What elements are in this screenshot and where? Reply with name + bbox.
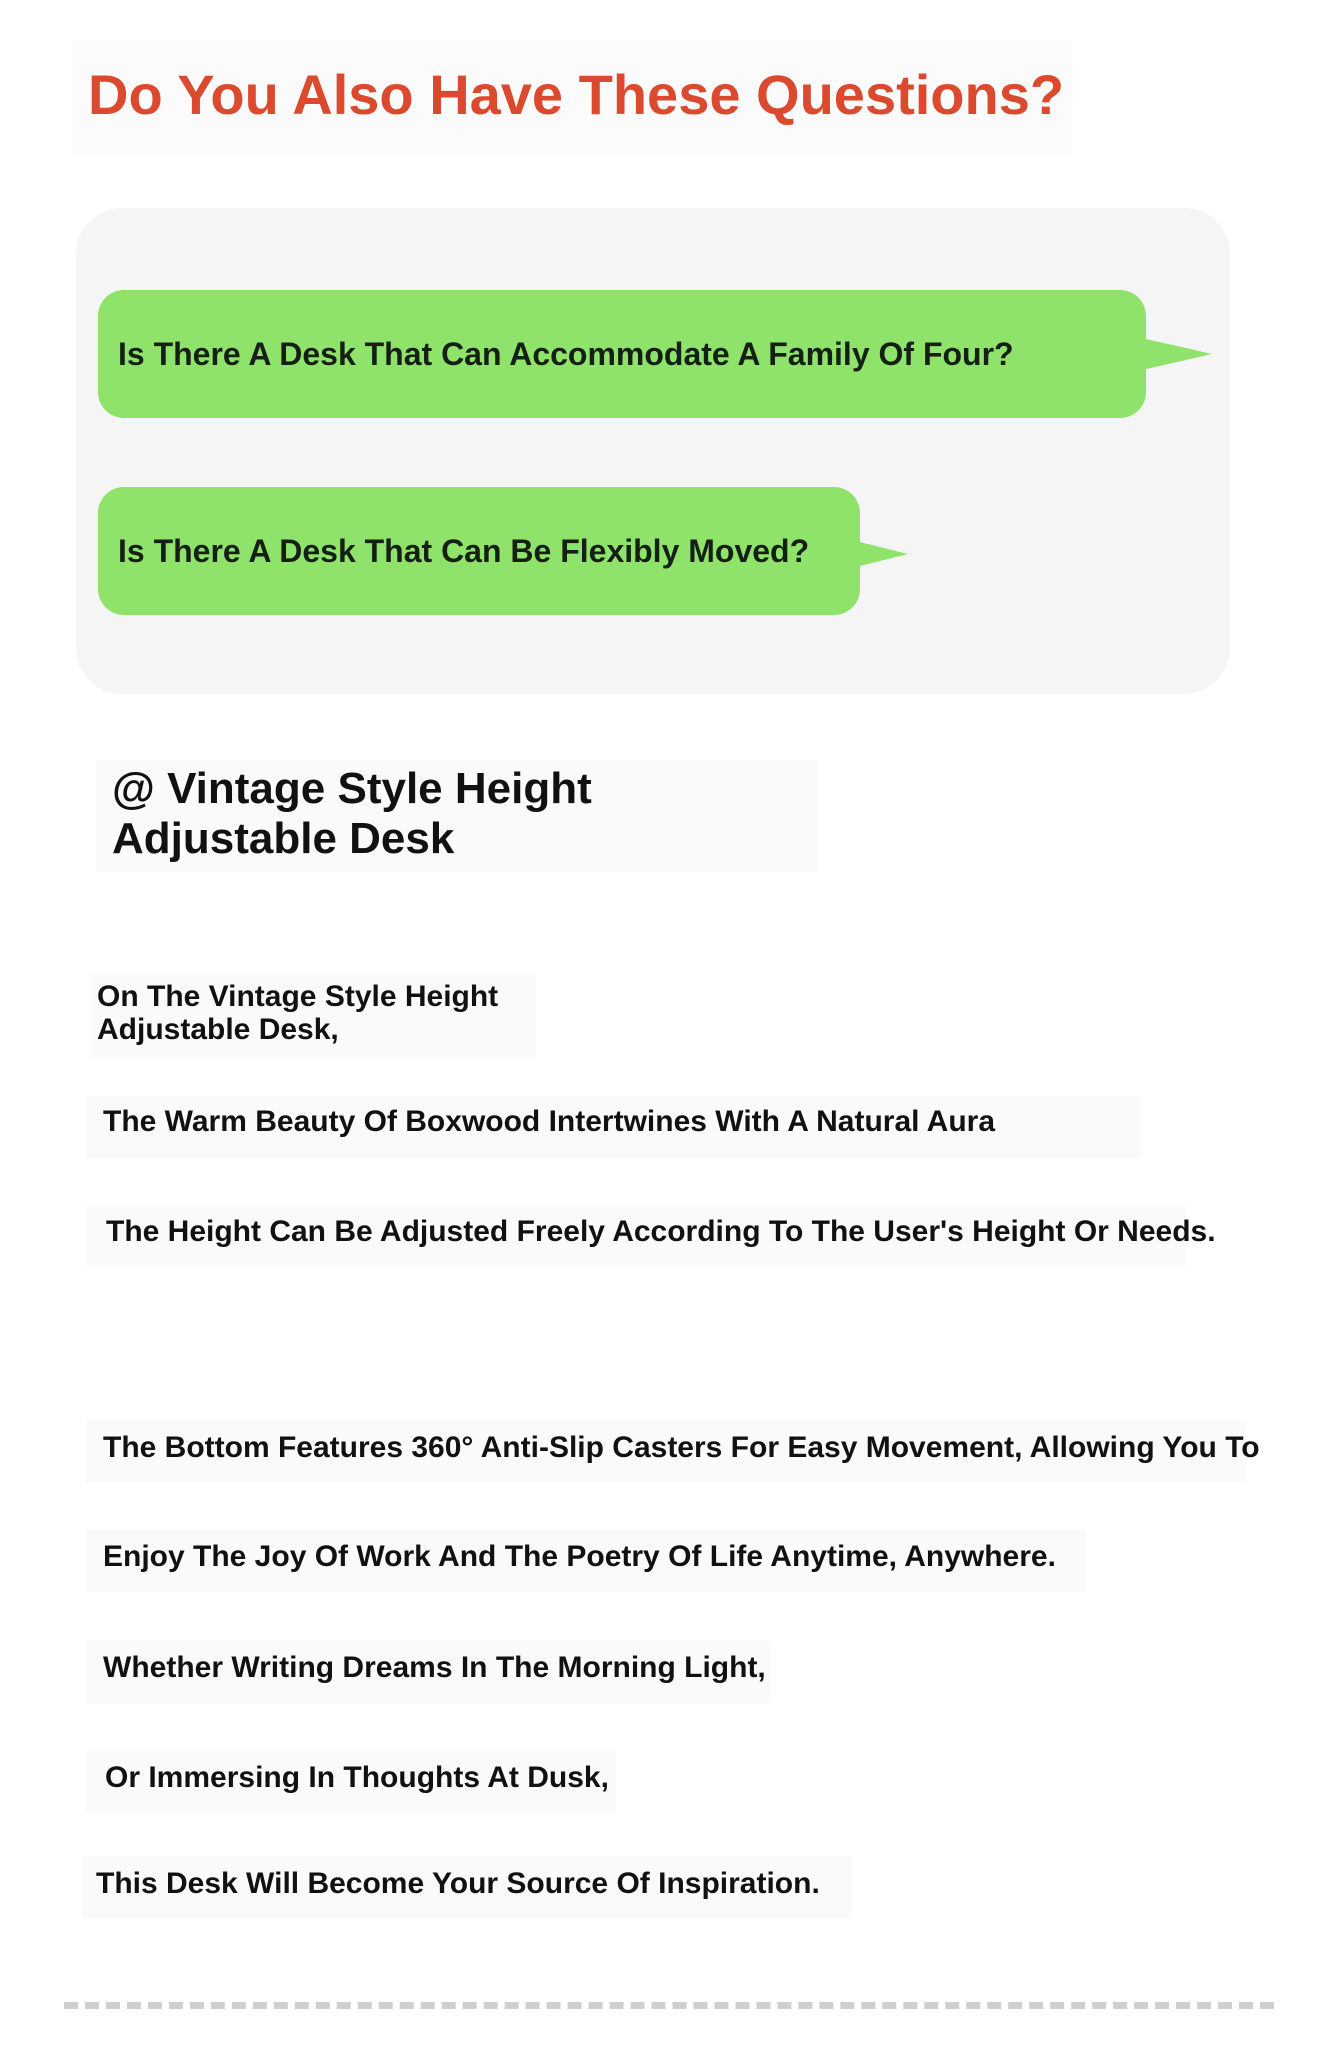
description-line-1: The Warm Beauty Of Boxwood Intertwines With A Natural Aura <box>103 1105 996 1138</box>
question-text-family: Is There A Desk That Can Accommodate A Family Of Four? <box>118 335 1014 372</box>
description-line-4: Enjoy The Joy Of Work And The Poetry Of Life Anytime, Anywhere. <box>103 1540 1056 1573</box>
product-title: @ Vintage Style Height Adjustable Desk <box>112 764 592 863</box>
question-text-movable: Is There A Desk That Can Be Flexibly Moved? <box>118 533 810 569</box>
bubble-tail <box>1142 338 1212 370</box>
description-line-5: Whether Writing Dreams In The Morning Light, <box>103 1651 766 1684</box>
description-line-2: The Height Can Be Adjusted Freely According To The User's Height Or Needs. <box>106 1215 1216 1248</box>
question-bubble-family[interactable] <box>98 290 1146 418</box>
description-line-3: The Bottom Features 360° Anti-Slip Casters For Easy Movement, Allowing You To <box>103 1431 1260 1464</box>
dashed-divider <box>64 2002 1274 2009</box>
description-line-6: Or Immersing In Thoughts At Dusk, <box>105 1761 609 1794</box>
bubble-tail <box>856 541 908 567</box>
question-bubble-movable[interactable] <box>98 487 860 615</box>
description-line-7: This Desk Will Become Your Source Of Inspiration. <box>96 1867 820 1900</box>
description-intro: On The Vintage Style Height Adjustable Desk, <box>97 980 499 1046</box>
page-heading: Do You Also Have These Questions? <box>88 63 1065 126</box>
question-card <box>76 208 1230 694</box>
